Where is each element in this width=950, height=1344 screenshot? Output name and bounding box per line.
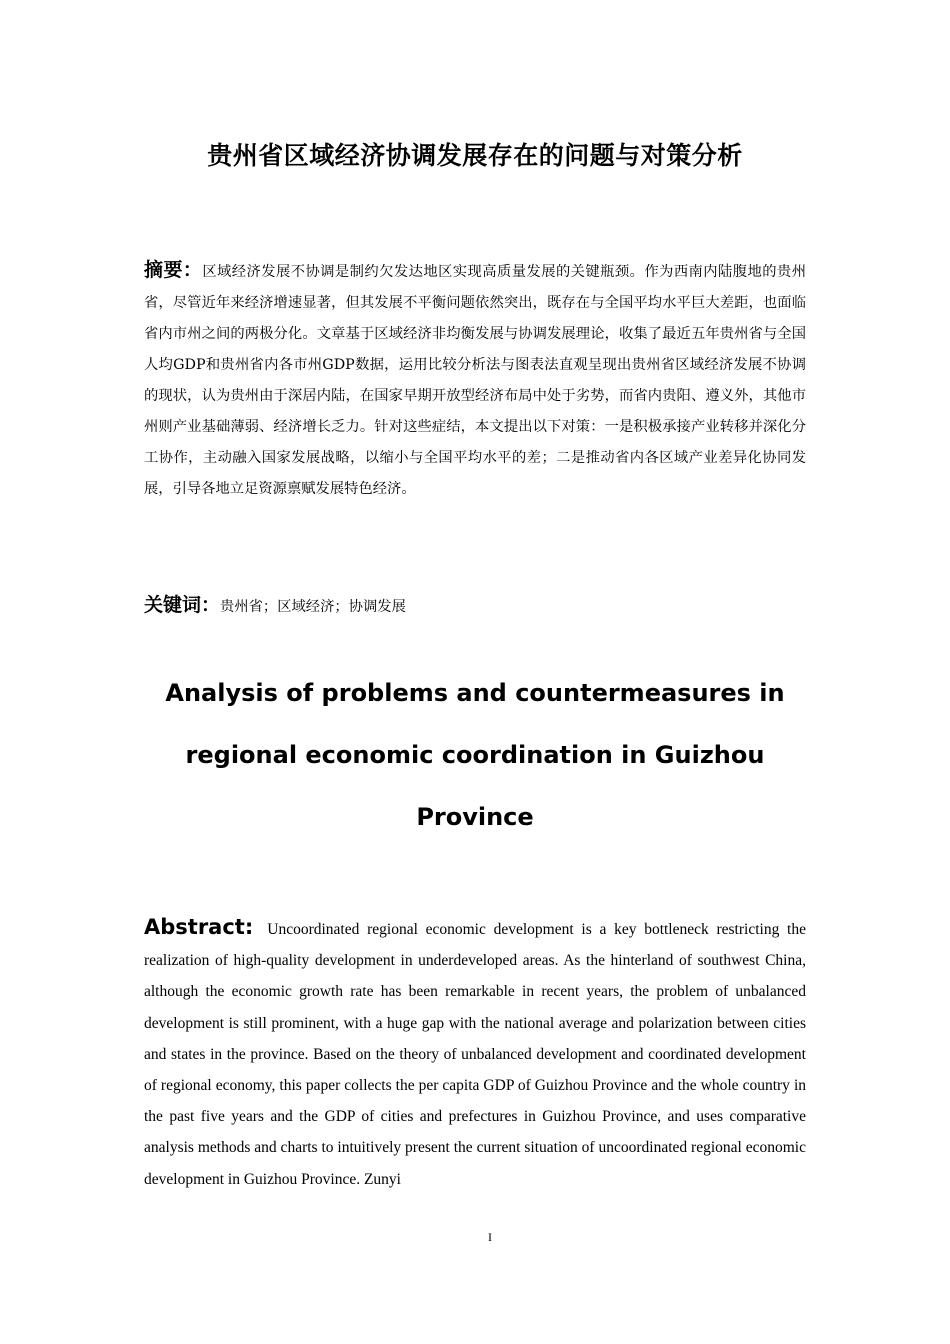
english-title [120,662,830,848]
chinese-keywords-text: 贵州省；区域经济；协调发展 [220,599,406,615]
english-abstract-label: Abstract: [144,915,254,939]
chinese-abstract [144,255,806,505]
chinese-abstract-label: 摘要： [144,259,203,281]
english-title-line: regional economic coordination in Guizhou [185,741,765,769]
english-title-line: Analysis of problems and countermeasures in [165,679,785,707]
english-abstract-text: Uncoordinated regional economic development is a key bottleneck restricting the realization of high-quality development in underdeveloped areas. As the hinterland of southwest China, although the economic growth rate has been remarkable in recent years, the problem of unbalanced development is still prominent, with a huge gap with the national average and polarization between cities and states in the province. Based on the theory of unbalanced development and coordinated development of regional economy, this paper collects the per capita GDP of Guizhou Province and the whole country in the past five years and the GDP of cities and prefectures in Guizhou Province, and uses comparative analysis methods and charts to intuitively present the current situation of uncoordinated regional economic development in Guizhou Province. Zunyi [144,921,806,1188]
chinese-keywords-label: 关键词： [144,594,221,616]
chinese-keywords [144,590,406,623]
english-abstract [144,912,806,1195]
page-number: I [488,1230,492,1244]
chinese-abstract-text: 区域经济发展不协调是制约欠发达地区实现高质量发展的关键瓶颈。作为西南内陆腹地的贵州省，尽管近年来经济增速显著，但其发展不平衡问题依然突出，既存在与全国平均水平巨大差距，也面临省内市州之间的两极分化。文章基于区域经济非均衡发展与协调发展理论，收集了最近五年贵州省与全国人均GDP和贵州省内各市州GDP数据，运用比较分析法与图表法直观呈现出贵州省区域经济发展不协调的现状，认为贵州由于深居内陆，在国家早期开放型经济布局中处于劣势，而省内贵阳、遵义外，其他市州则产业基础薄弱、经济增长乏力。针对这些症结，本文提出以下对策：一是积极承接产业转移并深化分工协作，主动融入国家发展战略，以缩小与全国平均水平的差；二是推动省内各区域产业差异化协同发展，引导各地立足资源禀赋发展特色经济。 [144,264,806,497]
english-title-line: Province [416,803,534,831]
chinese-title: 贵州省区域经济协调发展存在的问题与对策分析 [207,141,743,170]
